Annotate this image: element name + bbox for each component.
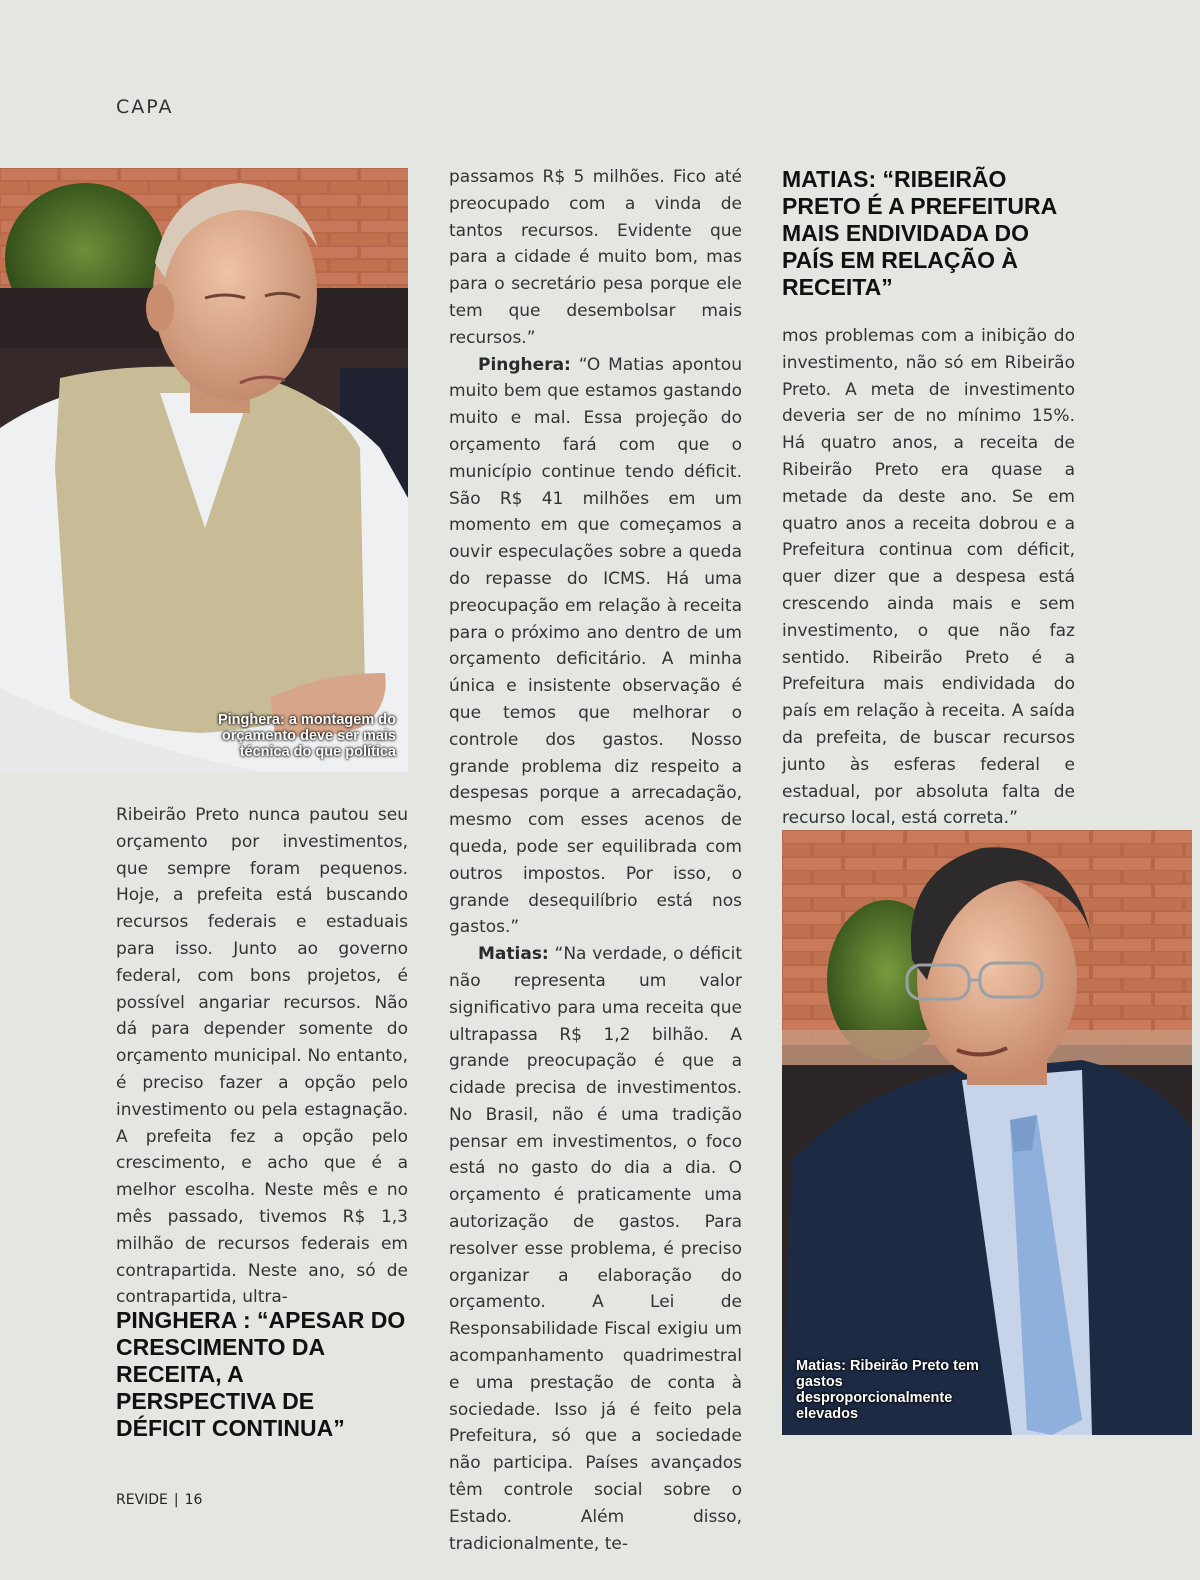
photo-matias bbox=[782, 830, 1192, 1435]
article-column-3 bbox=[782, 323, 1075, 832]
paragraph: Ribeirão Preto nunca pautou seu orçamento por investimentos, que sempre foram pequenos. Hoje, a prefeita está buscando recursos federais e estaduais para isso. Junto ao governo federal, com bons projetos, é possível angariar recursos. Não dá para depender somente do orçamento municipal. No entanto, é preciso fazer a opção pelo investimento ou pela estagnação. A prefeita fez a opção pelo crescimento, e acho que é a melhor escolha. Neste mês e no mês passado, tivemos R$ 1,3 milhão de recursos federais em contrapartida. Neste ano, só de contrapartida, ultra- bbox=[116, 805, 408, 1308]
article-column-2 bbox=[449, 164, 742, 1557]
paragraph: mos problemas com a inibição do investimento, não só em Ribeirão Preto. A meta de investimento deveria ser de no mínimo 15%. Há quatro anos, a receita de Ribeirão Preto era quase a metade da deste ano. Se em quatro anos a receita dobrou e a Prefeitura continua com déficit, quer dizer que a despesa está crescendo ainda mais e sem investimento, o que não faz sentido. Ribeirão Preto é a Prefeitura mais endividada do país em relação à receita. A saída da prefeita, de buscar recursos junto às esferas federal e estadual, por absoluta falta de recurso local, está correta.” bbox=[782, 326, 1075, 829]
headline-matias: MATIAS: “RIBEIRÃO PRETO É A PREFEITURA MAIS ENDIVIDADA DO PAÍS EM RELAÇÃO À RECEITA” bbox=[782, 166, 1057, 300]
matias-photo-illustration bbox=[782, 830, 1192, 1435]
photo-pinghera bbox=[0, 168, 408, 772]
caption-matias: Matias: Ribeirão Preto tem gastos desproporcionalmente elevados bbox=[796, 1358, 979, 1422]
section-label: CAPA bbox=[116, 96, 174, 118]
headline-pinghera: PINGHERA : “APESAR DO CRESCIMENTO DA RECEITA, A PERSPECTIVA DE DÉFICIT CONTINUA” bbox=[116, 1307, 406, 1441]
pinghera-photo-illustration bbox=[0, 168, 408, 772]
page-number: 16 bbox=[184, 1492, 203, 1508]
paragraph-pinghera bbox=[449, 352, 742, 942]
speaker-name: Pinghera: bbox=[478, 354, 571, 375]
caption-pinghera: Pinghera: a montagem do orçamento deve ser mais técnica do que política bbox=[217, 712, 396, 760]
footer bbox=[116, 1492, 202, 1508]
paragraph-text: “O Matias apontou muito bem que estamos gastando muito e mal. Essa projeção do orçamento fará com que o município continue tendo déficit. São R$ 41 milhões em um momento em que começamos a ouvir especulações sobre a queda do repasse do ICMS. Há uma preocupação em relação à receita para o próximo ano dentro de um orçamento deficitário. A minha única e insistente observação é que temos que melhorar o controle dos gastos. Nosso grande problema diz respeito a despesas porque a arrecadação, mesmo com esses acenos de queda, pode ser equilibrada com outros impostos. Por isso, o grande desequilíbrio está nos gastos.” bbox=[449, 354, 742, 938]
magazine-name: REVIDE bbox=[116, 1492, 168, 1508]
article-column-1 bbox=[116, 802, 408, 1311]
paragraph: passamos R$ 5 milhões. Fico até preocupado com a vinda de tantos recursos. Evidente que para a cidade é muito bom, mas para o secretário pesa porque ele tem que desembolsar mais recursos.” bbox=[449, 167, 742, 348]
footer-separator: | bbox=[173, 1492, 179, 1508]
speaker-name: Matias: bbox=[478, 944, 549, 965]
paragraph-text: “Na verdade, o déficit não representa um valor significativo para uma receita que ultrapassa R$ 1,2 bilhão. A grande preocupação é que a cidade precisa de investimentos. No Brasil, não é uma tradição pensar em investimentos, o foco está no gasto do dia a dia. O orçamento é praticamente uma autorização de gastos. Para resolver esse problema, é preciso organizar a elaboração do orçamento. A Lei de Responsabilidade Fiscal exigiu um acompanhamento quadrimestral e uma prestação de conta à sociedade. Isso já é feito pela Prefeitura, só que a sociedade não participa. Países avançados têm controle social sobre o Estado. Além disso, tradicionalmente, te- bbox=[449, 944, 742, 1554]
paragraph-matias bbox=[449, 941, 742, 1557]
